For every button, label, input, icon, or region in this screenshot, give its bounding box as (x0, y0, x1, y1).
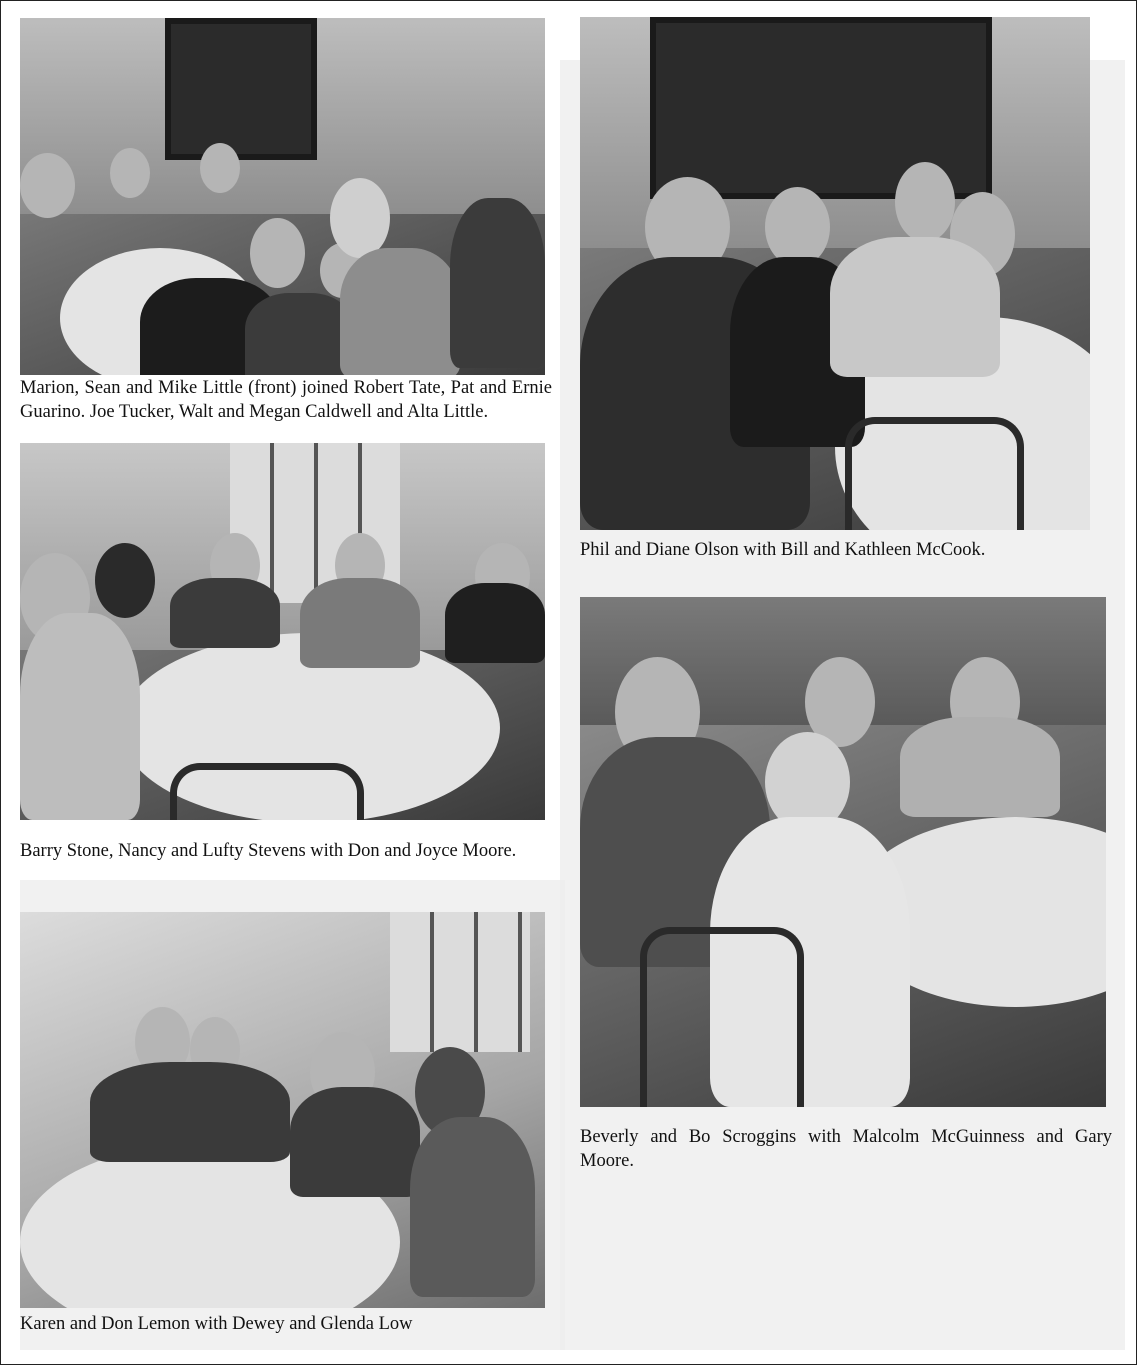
photo-lemon-low (20, 912, 545, 1308)
photo-caption: Phil and Diane Olson with Bill and Kathleen McCook. (580, 540, 986, 560)
photo-stone-stevens (20, 443, 545, 820)
photo-caption: Beverly and Bo Scroggins with Malcolm McGuinness and Gary Moore. (580, 1127, 1112, 1171)
photo-olson-mccook (580, 17, 1090, 530)
photo-caption: Karen and Don Lemon with Dewey and Glenda Low (20, 1314, 413, 1334)
photo-scroggins (580, 597, 1106, 1107)
photo-caption: Marion, Sean and Mike Little (front) joined Robert Tate, Pat and Ernie Guarino. Joe Tucker, Walt and Megan Caldwell and Alta Little. (20, 378, 552, 422)
photo-little-family (20, 18, 545, 375)
photo-caption: Barry Stone, Nancy and Lufty Stevens with Don and Joyce Moore. (20, 841, 517, 861)
